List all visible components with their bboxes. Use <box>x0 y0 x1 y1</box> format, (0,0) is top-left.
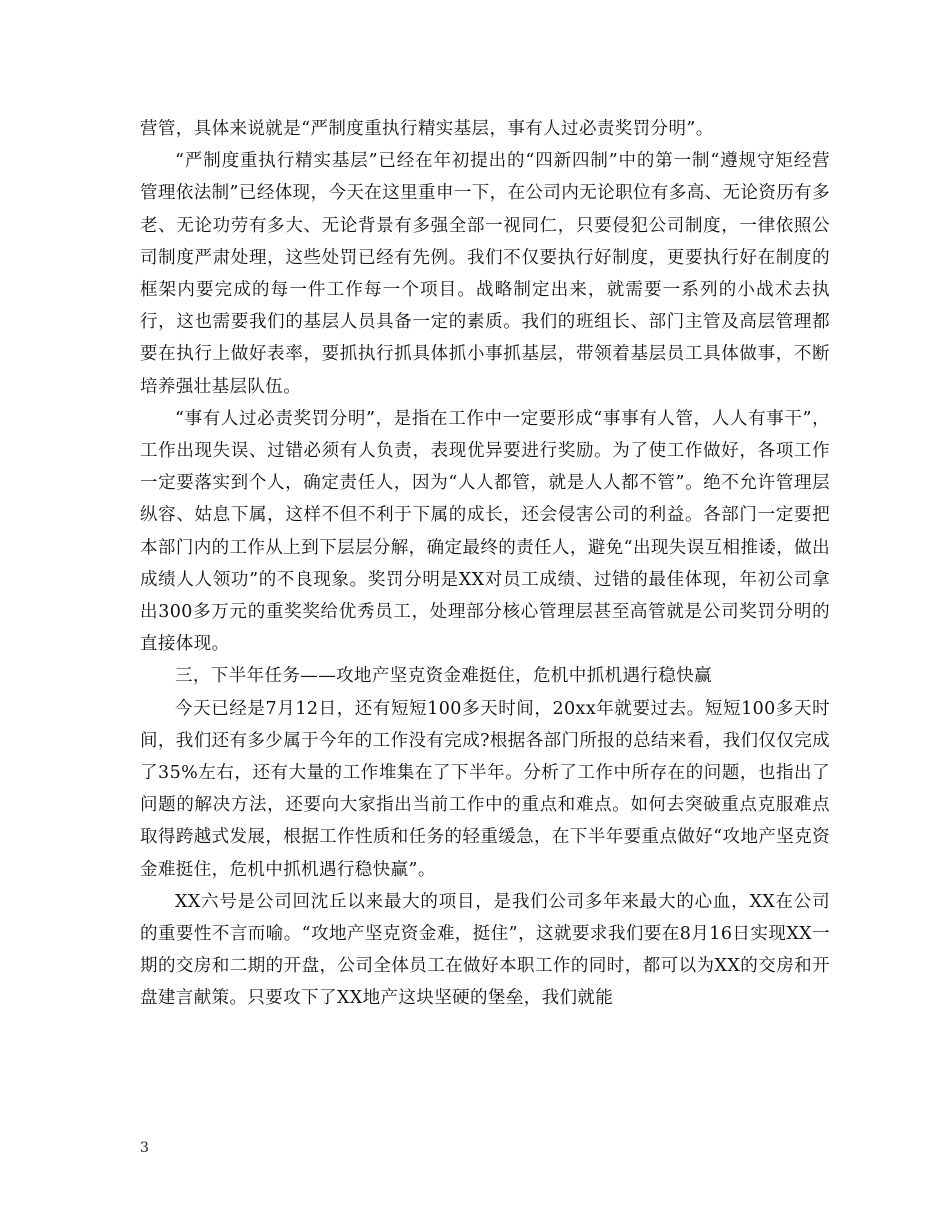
paragraph-2: “严制度重执行精实基层”已经在年初提出的“四新四制”中的第一制“遵规守矩经营管理依法制”已经体现，今天在这里重申一下，在公司内无论职位有多高、无论资历有多老、无论功劳有多大、无论背景有多强全部一视同仁，只要侵犯公司制度，一律依照公司制度严肃处理，这些处罚已经有先例。我们不仅要执行好制度，更要执行好在制度的框架内要完成的每一件工作每一个项目。战略制定出来，就需要一系列的小战术去执行，这也需要我们的基层人员具备一定的素质。我们的班组长、部门主管及高层管理都要在执行上做好表率，要抓执行抓具体抓小事抓基层，带领着基层员工具体做事，不断培养强壮基层队伍。 <box>140 151 830 397</box>
page-number: 3 <box>140 1140 149 1156</box>
paragraph-5: XX六号是公司回沈丘以来最大的项目，是我们公司多年来最大的心血，XX在公司的重要性不言而喻。“攻地产坚克资金难，挺住”，这就要求我们要在8月16日实现XX一期的交房和二期的开盘，公司全体员工在做好本职工作的同时，都可以为XX的交房和开盘建言献策。只要攻下了XX地产这块坚硬的堡垒，我们就能 <box>140 891 830 1009</box>
paragraph-1: 营管，具体来说就是“严制度重执行精实基层，事有人过必责奖罚分明”。 <box>140 119 714 139</box>
section-heading: 三，下半年任务——攻地产坚克资金难挺住，危机中抓机遇行稳快赢 <box>175 666 712 687</box>
paragraph-3: “事有人过必责奖罚分明”，是指在工作中一定要形成“事事有人管，人人有事干”，工作出现失误、过错必须有人负责，表现优异要进行奖励。为了使工作做好，各项工作一定要落实到个人，确定责任人，因为“人人都管，就是人人都不管”。绝不允许管理层纵容、姑息下属，这样不但不利于下属的成长，还会侵害公司的利益。各部门一定要把本部门内的工作从上到下层层分解，确定最终的责任人，避免“出现失误互相推诿，做出成绩人人领功”的不良现象。奖罚分明是XX对员工成绩、过错的最佳体现，年初公司拿出300多万元的重奖奖给优秀员工，处理部分核心管理层甚至高管就是公司奖罚分明的直接体现。 <box>140 408 830 655</box>
document-body <box>140 113 830 1015</box>
paragraph-4: 今天已经是7月12日，还有短短100多天时间，20xx年就要过去。短短100多天时间，我们还有多少属于今年的工作没有完成?根据各部门所报的总结来看，我们仅仅完成了35%左右，还有大量的工作堆集在了下半年。分析了工作中所存在的问题，也指出了问题的解决方法，还要向大家指出当前工作中的重点和难点。如何去突破重点克服难点取得跨越式发展，根据工作性质和任务的轻重缓急，在下半年要重点做好“攻地产坚克资金难挺住，危机中抓机遇行稳快赢”。 <box>140 698 830 880</box>
